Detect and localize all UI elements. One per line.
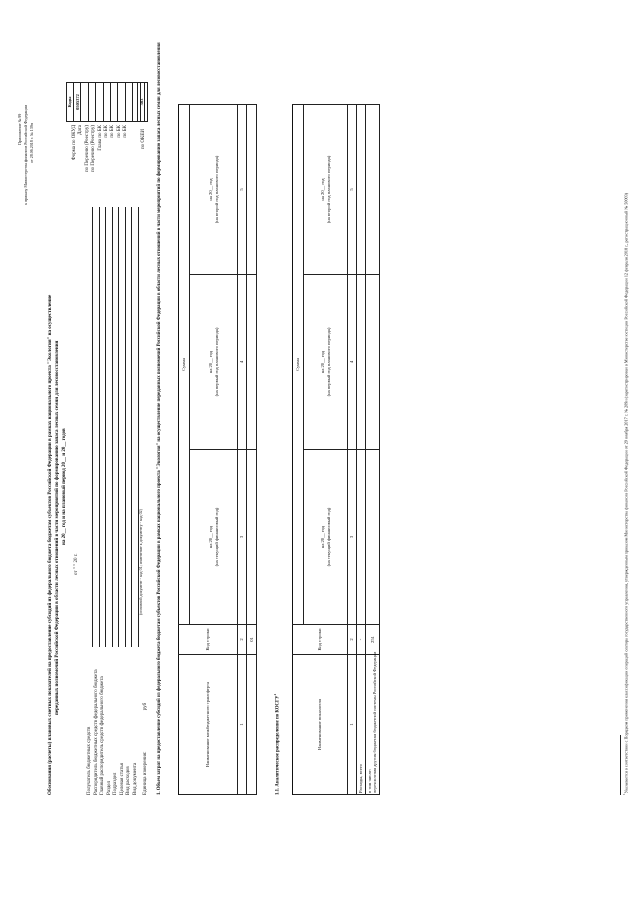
footnote-text: Указывается в соответствии с Порядком применения классификации операций сектора государственного управления, утвержденным приказом Министерства финансов Российской Федерации от 29 ноября 2017 г. № 209н (зарегистрирован в Министерстве юстиции Российской Федерации 12 февраля 2018 г., регистрационный № 50003): [623, 192, 629, 794]
s11-num: 1: [348, 655, 357, 795]
code-cell[interactable]: [118, 83, 125, 122]
s11-total-value[interactable]: [357, 275, 366, 450]
s11-total-label: Расходы, всего: [357, 655, 366, 795]
code-cell[interactable]: [88, 83, 95, 122]
field-section: [107, 781, 113, 795]
code-labels: [72, 125, 130, 205]
s1-row-value[interactable]: [247, 450, 257, 625]
document-title-line3: на 20__ год и на плановый период 20__ и 20__ годов: [62, 428, 67, 545]
field-label: Главный распорядитель средств федерального бюджета: [100, 676, 105, 795]
field-line: [118, 207, 119, 647]
appendix-date: от 28.06.2018 г. № 139н: [29, 123, 34, 163]
code-label-okud: Форма по ОКУД: [72, 125, 77, 161]
code-cell[interactable]: [81, 83, 88, 122]
code-label-date: Дата: [78, 125, 84, 135]
field-label: Распорядитель бюджетных средств федерального бюджета: [93, 669, 99, 795]
field-line: [131, 207, 132, 647]
s1-num: 3: [238, 450, 247, 625]
field-label: Вид расходов: [126, 766, 131, 795]
s11-year-current-note: (на текущий финансовый год): [325, 507, 331, 567]
s1-col-name: Наименование межбюджетного трансферта: [179, 655, 238, 795]
s11-total-value[interactable]: [357, 104, 366, 274]
s1-year-current: [190, 450, 238, 625]
codes-table: [66, 82, 148, 122]
s1-num: 2: [238, 625, 247, 655]
okei-value: 383: [138, 83, 145, 122]
code-cell[interactable]: [125, 83, 132, 122]
section11-title-text: 1.1. Аналитическое распределение по КОСГУ: [275, 695, 281, 795]
field-expense-type: [126, 766, 132, 795]
okei-label: по ОКЕИ: [141, 128, 146, 149]
footnote: [623, 193, 629, 795]
code-label-bk-1: по БК: [103, 125, 109, 138]
s11-num: 4: [348, 275, 357, 450]
s11-incl-value[interactable]: [366, 450, 380, 625]
s11-year-plan2-note: (на второй год планового периода): [325, 155, 331, 224]
footnote-sup: 1: [622, 793, 626, 795]
document-title-line2: переданных полномочий Российской Федерации в области лесных отношений в части мероприятий по формированию запаса лесных семян для лесовосстановления: [55, 340, 60, 715]
s11-num: 2: [348, 625, 357, 655]
unit-of-measure: [143, 703, 149, 795]
s11-total-value[interactable]: [357, 450, 366, 625]
field-label: Подраздел: [113, 772, 118, 795]
s1-year-plan1: [190, 275, 238, 450]
code-label-bk-3: по БК: [116, 125, 122, 138]
s11-year-current: [304, 450, 348, 625]
field-label: Раздел: [106, 780, 112, 795]
s11-incl-item: перечисления другим бюджетам бюджетной системы Российской Федерации: [371, 651, 377, 793]
s1-row-name[interactable]: [247, 655, 257, 795]
s1-year-plan1-note: (на первый год планового периода): [213, 327, 219, 397]
appendix-order: к приказу Министерства финансов Российской Федерации: [23, 105, 28, 205]
section1-title: 1. Объем затрат на предоставление субсидий из федерального бюджета бюджетам субъектов Российской Федерации в рамках национального проекта "Экология" на осуществление переданных полномочий Российской Федерации в области лесных отношений в части мероприятий по формированию запаса лесных семян для лесовосстановления: [157, 42, 162, 795]
s1-row-code: 01: [247, 625, 257, 655]
field-doc-kind: [133, 763, 139, 795]
s1-col-sum: Сумма: [179, 104, 190, 624]
code-cell[interactable]: [103, 83, 110, 122]
section11-title: [273, 694, 281, 795]
unit-label: Единица измерения:: [143, 751, 148, 795]
s11-col-sum: Сумма: [293, 104, 304, 624]
form-code-value: 0505372: [73, 83, 80, 122]
field-label: Вид документа: [132, 762, 138, 795]
s1-year-plan2: [190, 104, 238, 274]
code-label-registry: по Перечню (Реестру): [84, 125, 90, 173]
s11-year-current-label: на 20__ год: [320, 525, 326, 549]
section11-table: [292, 104, 380, 795]
section1-table: [178, 104, 257, 795]
s1-col-code: Код строки: [179, 625, 238, 655]
section11-title-sup: 1: [273, 693, 277, 696]
s11-num: 3: [348, 450, 357, 625]
field-label: Получатель бюджетных средств: [87, 726, 92, 795]
code-label-registry-2: по Перечню (Реестру): [91, 125, 97, 173]
s11-incl-value[interactable]: [366, 104, 380, 274]
s1-num: 5: [238, 104, 247, 274]
s11-year-plan2-label: на 20__ год: [320, 178, 326, 201]
s11-incl-cell: [366, 651, 380, 795]
s11-col-name: Наименование показателя: [293, 655, 348, 795]
s11-year-plan1: [304, 275, 348, 450]
s11-total-code: -: [357, 625, 366, 655]
s11-num: 5: [348, 104, 357, 274]
code-label-chapter-bk: Глава по БК: [97, 125, 103, 151]
field-label: Целевая статья: [119, 763, 125, 795]
s11-incl-code: 251: [366, 625, 380, 655]
s1-year-current-label: на 20__ год: [208, 525, 214, 549]
document-date-line: от " " 20 г.: [74, 553, 79, 575]
field-subsection: [113, 773, 119, 795]
doc-kind-note: (основной документ - код 01; изменение к документу - код 02): [137, 509, 143, 615]
field-line: [112, 207, 113, 647]
s11-year-plan2: [304, 104, 348, 274]
s11-year-plan1-note: (на первый год планового периода): [325, 327, 331, 397]
field-line: [105, 207, 106, 647]
code-cell[interactable]: [96, 83, 103, 122]
appendix-number: Приложение № 99: [17, 113, 22, 145]
field-main-distributor: [100, 676, 106, 795]
field-target-article: [120, 763, 126, 795]
codes-header: Коды: [66, 83, 73, 122]
s1-row-value[interactable]: [247, 275, 257, 450]
s11-incl-value[interactable]: [366, 275, 380, 450]
field-line: [125, 207, 126, 647]
field-recipient: [87, 727, 93, 795]
s11-year-plan1-label: на 20__ год: [320, 350, 326, 374]
code-label-bk-2: по БК: [110, 125, 116, 138]
code-cell[interactable]: [110, 83, 117, 122]
s11-col-code: Код строки: [293, 625, 348, 655]
s1-year-plan2-label: на 20__ год: [208, 178, 214, 201]
s1-num: 1: [238, 655, 247, 795]
okei-box: [137, 82, 145, 122]
field-line: [92, 207, 93, 647]
s1-year-plan2-note: (на второй год планового периода): [213, 155, 219, 224]
s1-row-value[interactable]: [247, 104, 257, 274]
footnote-separator: [620, 735, 621, 795]
unit-value: руб: [143, 702, 148, 711]
s11-incl-label: в том числе:: [367, 769, 373, 793]
field-distributor: [94, 669, 100, 795]
s1-num: 4: [238, 275, 247, 450]
document-title-line1: Обоснования (расчеты) плановых сметных показателей на предоставление субсидий из федерального бюджета бюджетам субъектов Российской Федерации в рамках национального проекта "Экология" на осуществление: [48, 294, 53, 795]
s1-year-current-note: (на текущий финансовый год): [213, 507, 219, 567]
field-line: [99, 207, 100, 647]
code-label-bk-4: по БК: [123, 125, 129, 138]
s1-year-plan1-label: на 20__ год: [208, 350, 214, 374]
